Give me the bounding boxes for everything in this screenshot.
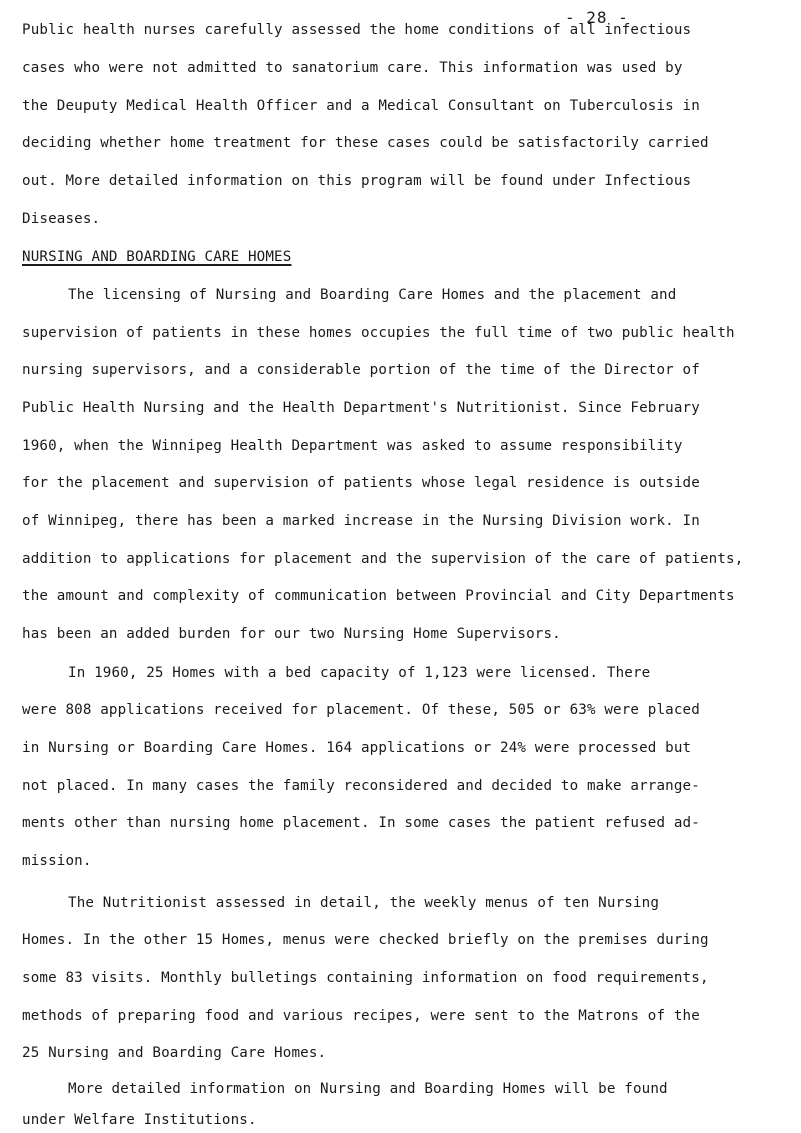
page-number: - 28 - [565,8,629,27]
text-line: nursing supervisors, and a considerable portion of the time of the Director of [22,362,700,378]
text-line: More detailed information on Nursing and Boarding Homes will be found [68,1081,668,1097]
text-line: not placed. In many cases the family reconsidered and decided to make arrange- [22,778,700,794]
text-line: The licensing of Nursing and Boarding Care Homes and the placement and [68,287,677,303]
text-line: cases who were not admitted to sanatorium care. This information was used by [22,60,683,76]
text-line: The Nutritionist assessed in detail, the weekly menus of ten Nursing [68,895,660,911]
text-line: addition to applications for placement and the supervision of the care of patients, [22,551,744,567]
text-line: 25 Nursing and Boarding Care Homes. [22,1045,327,1061]
text-line: of Winnipeg, there has been a marked increase in the Nursing Division work. In [22,513,700,529]
text-line: supervision of patients in these homes occupies the full time of two public health [22,325,735,341]
text-line: has been an added burden for our two Nursing Home Supervisors. [22,626,561,642]
text-line: Homes. In the other 15 Homes, menus were checked briefly on the premises during [22,932,709,948]
text-line: Diseases. [22,211,101,227]
text-line: deciding whether home treatment for these cases could be satisfactorily carried [22,135,709,151]
text-line: out. More detailed information on this program will be found under Infectious [22,173,692,189]
section-heading: NURSING AND BOARDING CARE HOMES [22,249,292,265]
text-line: ments other than nursing home placement. In some cases the patient refused ad- [22,815,700,831]
text-line: for the placement and supervision of patients whose legal residence is outside [22,475,700,491]
text-line: were 808 applications received for placement. Of these, 505 or 63% were placed [22,702,700,718]
text-line: under Welfare Institutions. [22,1112,257,1128]
text-line: 1960, when the Winnipeg Health Department was asked to assume responsibility [22,438,683,454]
text-line: Public health nurses carefully assessed the home conditions of all infectious [22,22,692,38]
text-line: the amount and complexity of communication between Provincial and City Departments [22,588,735,604]
text-line: the Deuputy Medical Health Officer and a Medical Consultant on Tuberculosis in [22,98,700,114]
text-line: methods of preparing food and various recipes, were sent to the Matrons of the [22,1008,700,1024]
text-line: mission. [22,853,92,869]
text-line: some 83 visits. Monthly bulletings containing information on food requirements, [22,970,709,986]
text-line: Public Health Nursing and the Health Department's Nutritionist. Since February [22,400,700,416]
text-line: In 1960, 25 Homes with a bed capacity of 1,123 were licensed. There [68,665,651,681]
text-line: in Nursing or Boarding Care Homes. 164 applications or 24% were processed but [22,740,692,756]
